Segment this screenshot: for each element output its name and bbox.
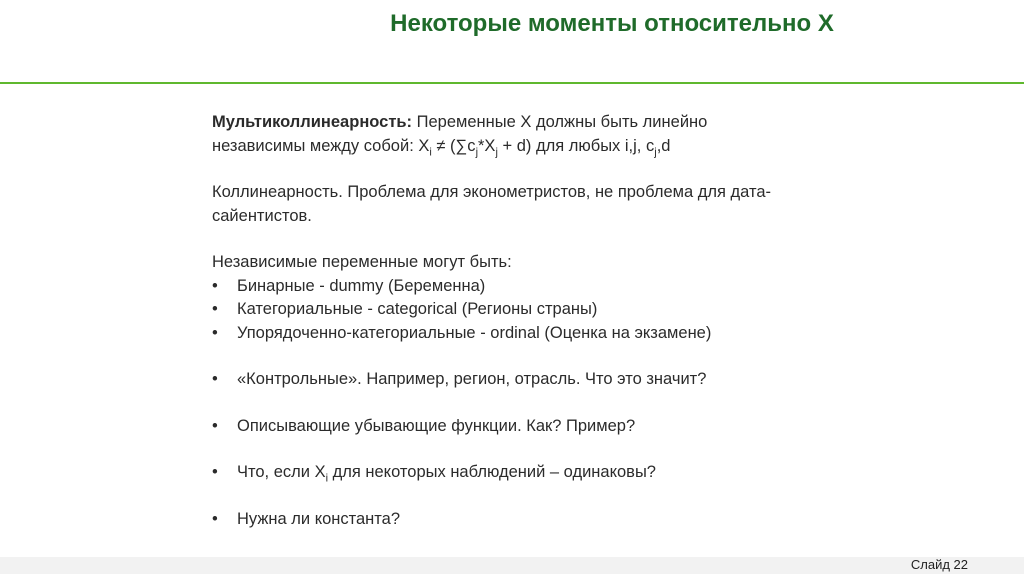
- list-item: • Бинарные - dummy (Беременна): [212, 275, 832, 299]
- list-item-control: • «Контрольные». Например, регион, отрасль. Что это значит?: [212, 368, 832, 392]
- multicollinearity-line-1: Мультиколлинеарность: Переменные X должны быть линейно: [212, 113, 708, 131]
- list-item: • Упорядоченно-категориальные - ordinal (Оценка на экзамене): [212, 322, 832, 346]
- collinearity-line-2: сайентистов.: [212, 206, 312, 225]
- bullet-icon: •: [212, 276, 218, 295]
- bullet-icon: •: [212, 300, 218, 318]
- slide-content: [212, 111, 832, 531]
- multicollinearity-line-2: независимы между собой: $X_i \ne (\sum c_j*X_j + d)$ для любых i,j, $c_j,d$: [212, 136, 671, 158]
- list-item: • Категориальные - categorical (Регионы страны): [212, 298, 832, 322]
- slide-number: Слайд 22: [910, 557, 968, 572]
- list-item-same-values: • Что, если $X_i$ для некоторых наблюдений – одинаковы?: [212, 463, 656, 485]
- list-item-decreasing: • Описывающие убывающие функции. Как? Пример?: [212, 415, 832, 439]
- bullet-icon: •: [212, 509, 218, 528]
- footer-bar: [0, 557, 1024, 574]
- title-divider: [0, 82, 1024, 84]
- bullet-icon: •: [212, 416, 218, 435]
- bullet-icon: •: [212, 323, 218, 342]
- independent-vars-heading: Независимые переменные могут быть:: [212, 253, 512, 271]
- collinearity-line-1: Коллинеарность. Проблема для эконометристов, не проблема для дата-: [212, 183, 771, 201]
- bullet-icon: •: [212, 463, 218, 481]
- bullet-icon: •: [212, 370, 218, 388]
- list-item-constant: • Нужна ли константа?: [212, 508, 832, 532]
- multicollinearity-term: Мультиколлинеарность:: [212, 113, 413, 131]
- slide-title: Некоторые моменты относительно X: [390, 10, 834, 37]
